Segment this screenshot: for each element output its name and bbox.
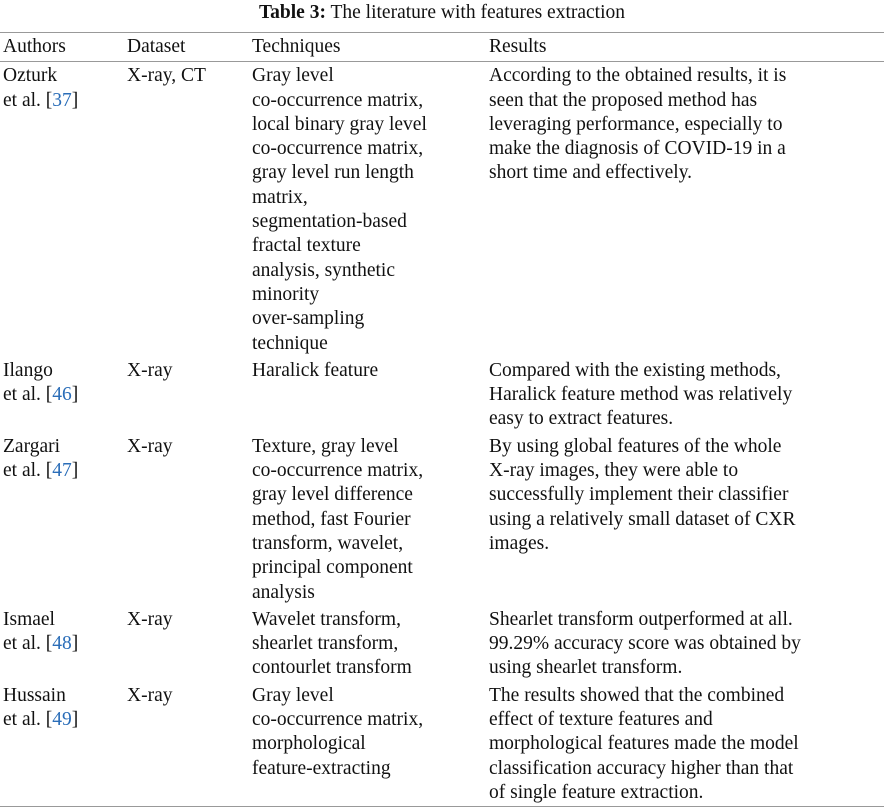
table-caption bbox=[0, 0, 884, 26]
author-etal: et al. [ bbox=[3, 709, 53, 731]
header-techniques: Techniques bbox=[252, 36, 341, 57]
table-row bbox=[0, 433, 884, 606]
author-cell bbox=[0, 435, 123, 605]
techniques-cell: Gray level co-occurrence matrix, morphological feature-extracting bbox=[252, 684, 424, 779]
table-caption-text: The literature with features extraction bbox=[325, 2, 626, 23]
table-row bbox=[0, 357, 884, 433]
author-etal: et al. [ bbox=[3, 460, 53, 482]
results-cell: According to the obtained results, it is seen that the proposed method has leveraging performance, especially to make the diagnosis of COVID-19 in a short time and effectively. bbox=[489, 65, 787, 184]
results-cell: Compared with the existing methods, Haralick feature method was relatively easy to extract features. bbox=[489, 359, 793, 430]
table-row bbox=[0, 682, 884, 806]
author-cell bbox=[0, 684, 123, 805]
citation-close: ] bbox=[71, 633, 79, 655]
author-name: Ozturk bbox=[3, 65, 58, 87]
dataset-cell: X-ray bbox=[127, 435, 173, 457]
dataset-cell: X-ray bbox=[127, 684, 173, 706]
citation-link[interactable]: 49 bbox=[52, 709, 72, 731]
author-etal: et al. [ bbox=[3, 633, 53, 655]
results-cell: Shearlet transform outperformed at all. 99.29% accuracy score was obtained by using shearlet transform. bbox=[489, 608, 801, 679]
author-name: Ilango bbox=[3, 359, 53, 381]
results-cell: The results showed that the combined effect of texture features and morphological features made the model classification accuracy higher than that of single feature extraction. bbox=[489, 684, 799, 803]
citation-link[interactable]: 37 bbox=[52, 89, 72, 111]
author-name: Hussain bbox=[3, 684, 66, 706]
citation-close: ] bbox=[71, 460, 79, 482]
results-cell: By using global features of the whole X-ray images, they were able to successfully implement their classifier using a relatively small dataset of CXR images. bbox=[489, 435, 796, 554]
author-name: Zargari bbox=[3, 435, 61, 457]
table-header-row bbox=[0, 33, 884, 62]
techniques-cell: Texture, gray level co-occurrence matrix, gray level difference method, fast Fourier transform, wavelet, principal component analysis bbox=[252, 435, 424, 603]
citation-close: ] bbox=[71, 384, 79, 406]
citation-close: ] bbox=[71, 709, 79, 731]
author-etal: et al. [ bbox=[3, 89, 53, 111]
author-etal: et al. [ bbox=[3, 384, 53, 406]
citation-link[interactable]: 46 bbox=[52, 384, 72, 406]
header-dataset: Dataset bbox=[127, 36, 186, 57]
citation-link[interactable]: 48 bbox=[52, 633, 72, 655]
author-cell bbox=[0, 64, 123, 356]
table-row bbox=[0, 62, 884, 357]
author-cell bbox=[0, 608, 123, 681]
table-row bbox=[0, 606, 884, 682]
author-name: Ismael bbox=[3, 608, 55, 630]
literature-table bbox=[0, 32, 884, 807]
dataset-cell: X-ray bbox=[127, 359, 173, 381]
techniques-cell: Gray level co-occurrence matrix, local binary gray level co-occurrence matrix, gray level run length matrix, segmentation-based fractal texture analysis, synthetic minority over-sampling technique bbox=[252, 65, 427, 354]
header-results: Results bbox=[489, 36, 547, 57]
techniques-cell: Haralick feature bbox=[252, 359, 379, 381]
table-caption-label: Table 3: bbox=[258, 2, 326, 23]
citation-link[interactable]: 47 bbox=[52, 460, 72, 482]
author-cell bbox=[0, 359, 123, 432]
citation-close: ] bbox=[71, 89, 79, 111]
dataset-cell: X-ray bbox=[127, 608, 173, 630]
dataset-cell: X-ray, CT bbox=[127, 65, 206, 87]
techniques-cell: Wavelet transform, shearlet transform, contourlet transform bbox=[252, 608, 412, 679]
header-authors: Authors bbox=[3, 36, 66, 57]
